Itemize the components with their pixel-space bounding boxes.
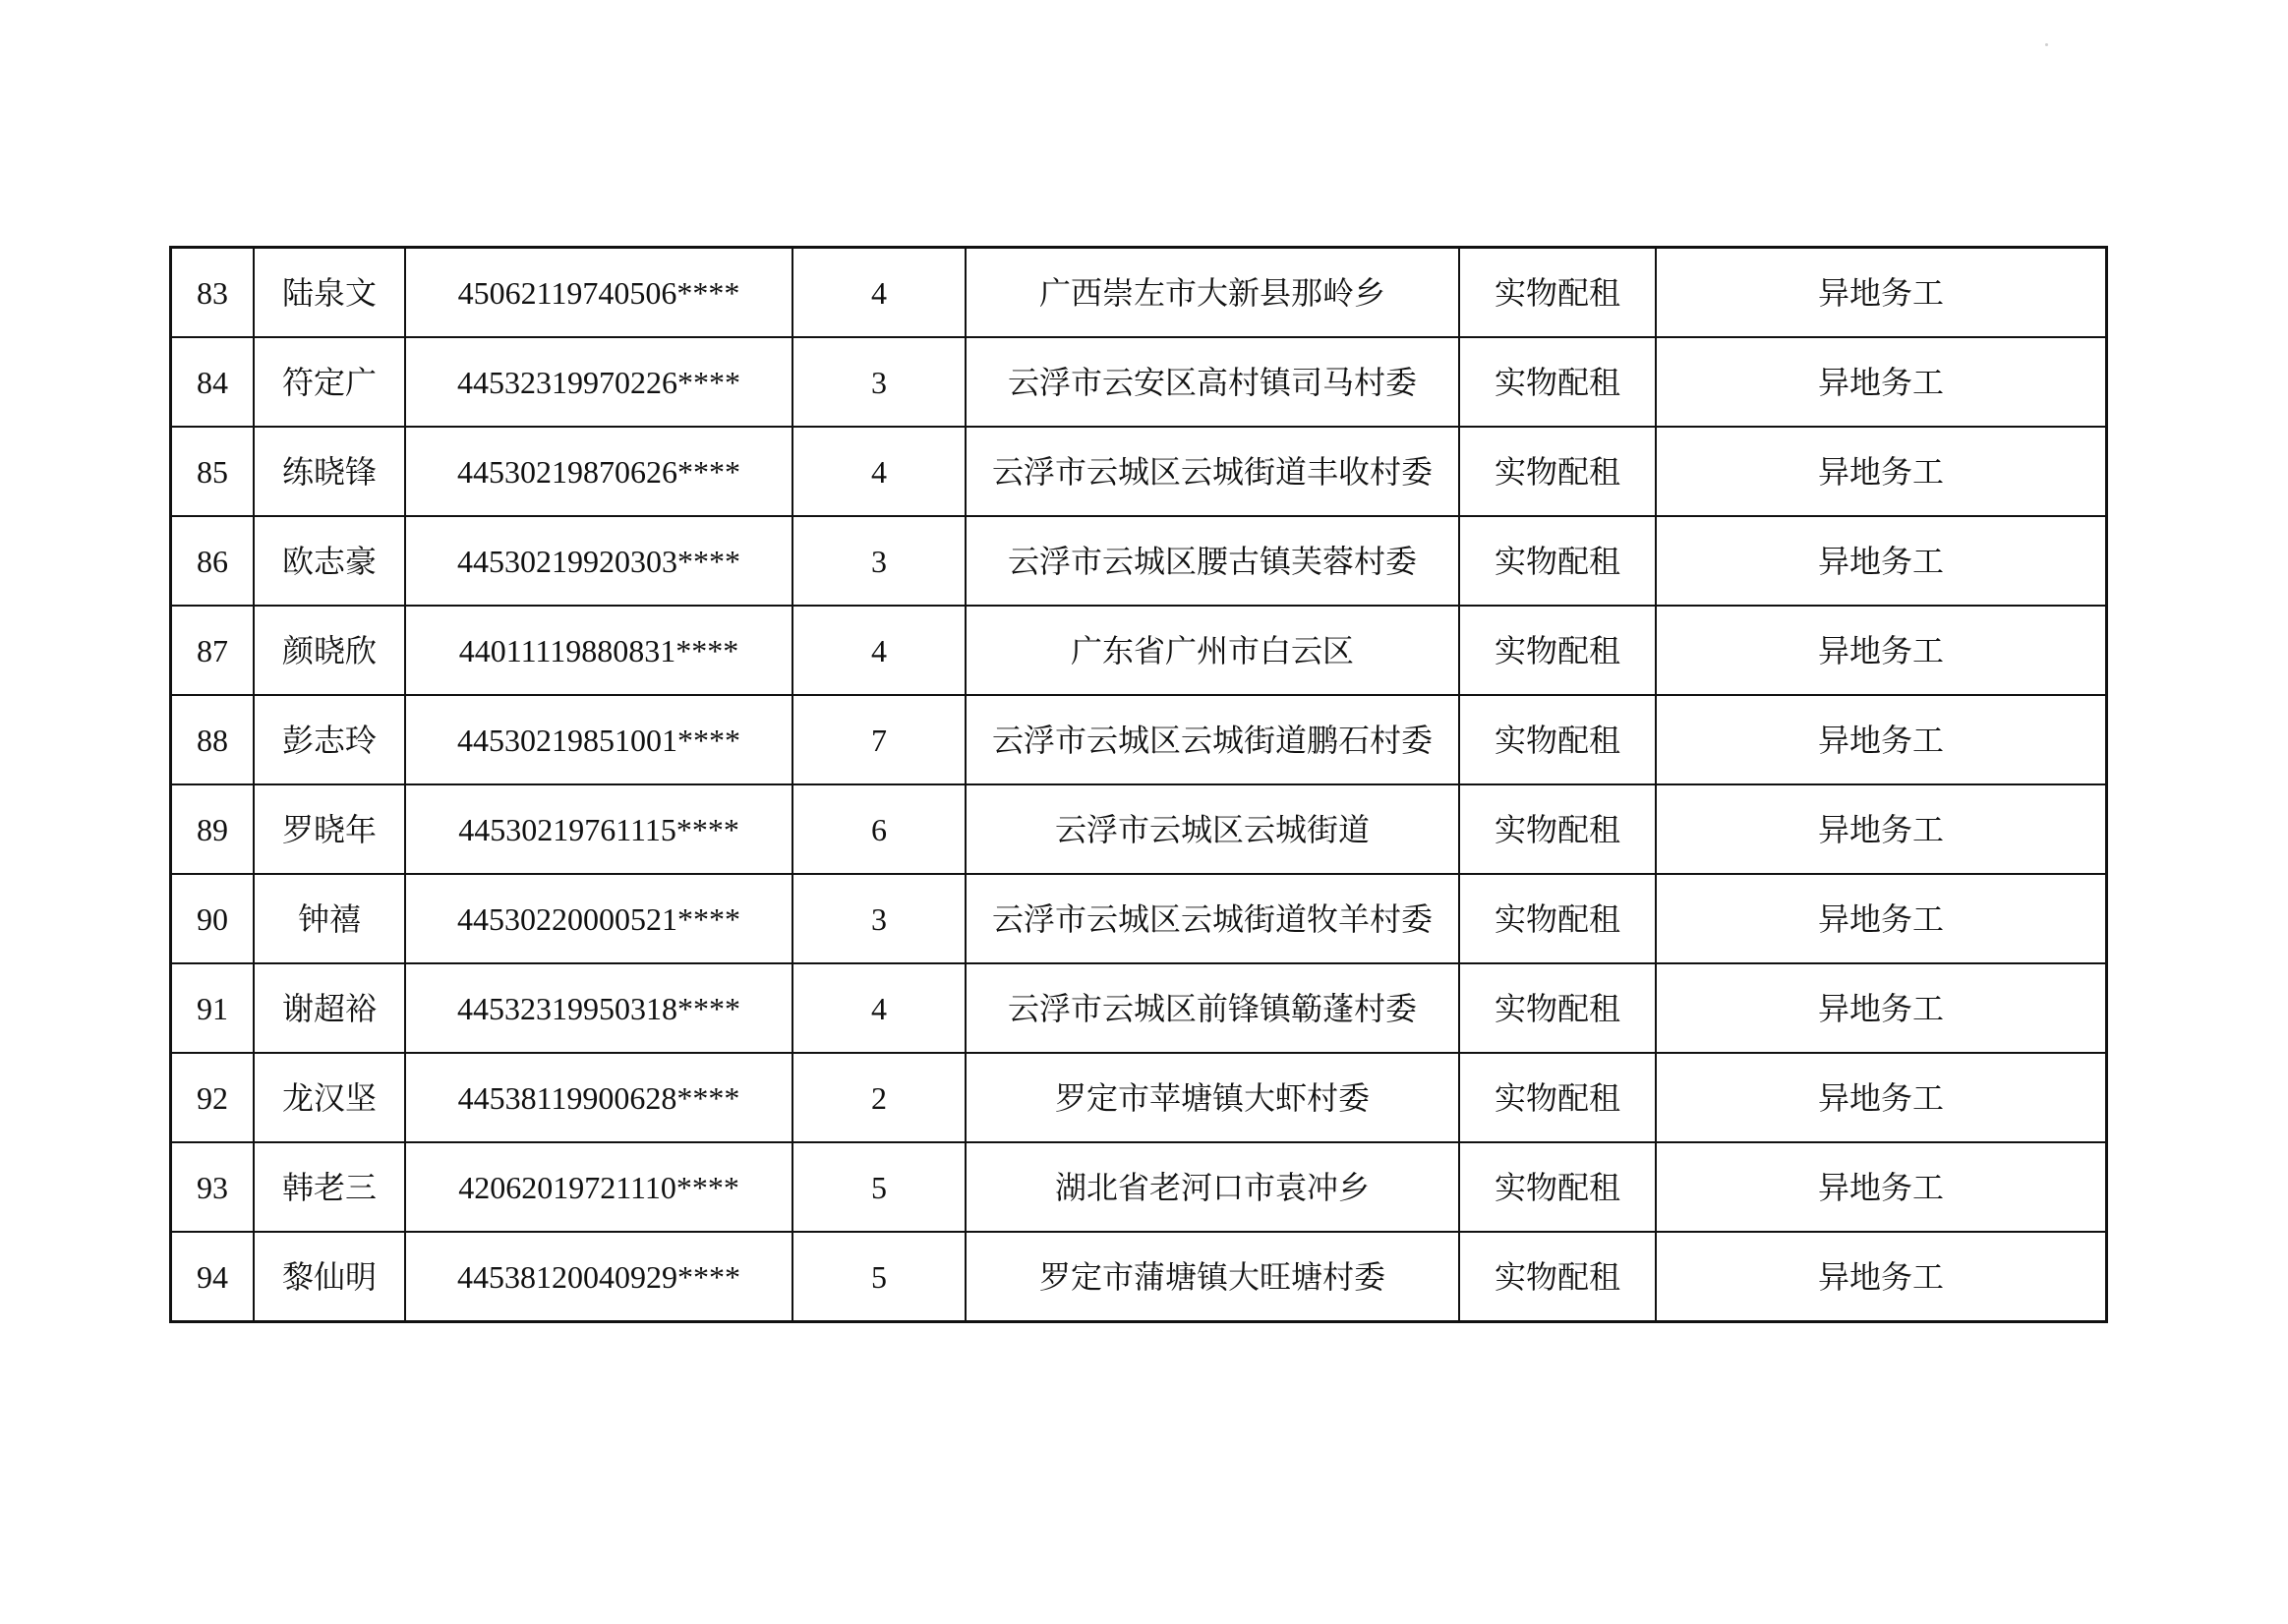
applicant-name: 符定广 xyxy=(254,337,405,427)
applicant-name: 韩老三 xyxy=(254,1142,405,1232)
remark: 异地务工 xyxy=(1656,695,2107,784)
id-number: 42062019721110**** xyxy=(405,1142,792,1232)
household-size: 3 xyxy=(792,516,966,606)
allocation-type: 实物配租 xyxy=(1459,606,1656,695)
id-number: 44530219761115**** xyxy=(405,784,792,874)
remark: 异地务工 xyxy=(1656,1142,2107,1232)
household-address: 云浮市云城区云城街道牧羊村委 xyxy=(966,874,1459,963)
table-row xyxy=(171,427,2107,516)
remark: 异地务工 xyxy=(1656,874,2107,963)
table-body xyxy=(171,248,2107,1322)
applicant-name: 黎仙明 xyxy=(254,1232,405,1322)
table-row xyxy=(171,784,2107,874)
table-row xyxy=(171,1142,2107,1232)
row-number: 89 xyxy=(171,784,255,874)
household-size: 2 xyxy=(792,1053,966,1142)
household-address: 云浮市云城区云城街道鹏石村委 xyxy=(966,695,1459,784)
table-row xyxy=(171,1232,2107,1322)
applicant-name: 钟禧 xyxy=(254,874,405,963)
table-row xyxy=(171,337,2107,427)
remark: 异地务工 xyxy=(1656,516,2107,606)
household-size: 4 xyxy=(792,963,966,1053)
row-number: 90 xyxy=(171,874,255,963)
id-number: 44532319970226**** xyxy=(405,337,792,427)
row-number: 85 xyxy=(171,427,255,516)
applicant-name: 彭志玲 xyxy=(254,695,405,784)
household-address: 云浮市云安区高村镇司马村委 xyxy=(966,337,1459,427)
household-address: 云浮市云城区云城街道丰收村委 xyxy=(966,427,1459,516)
remark: 异地务工 xyxy=(1656,1053,2107,1142)
allocation-type: 实物配租 xyxy=(1459,784,1656,874)
row-number: 83 xyxy=(171,248,255,338)
allocation-type: 实物配租 xyxy=(1459,874,1656,963)
row-number: 88 xyxy=(171,695,255,784)
household-address: 广东省广州市白云区 xyxy=(966,606,1459,695)
household-address: 云浮市云城区腰古镇芙蓉村委 xyxy=(966,516,1459,606)
id-number: 44011119880831**** xyxy=(405,606,792,695)
row-number: 86 xyxy=(171,516,255,606)
applicant-name: 颜晓欣 xyxy=(254,606,405,695)
household-size: 5 xyxy=(792,1232,966,1322)
remark: 异地务工 xyxy=(1656,427,2107,516)
applicant-name: 谢超裕 xyxy=(254,963,405,1053)
remark: 异地务工 xyxy=(1656,963,2107,1053)
household-size: 6 xyxy=(792,784,966,874)
housing-allocation-table xyxy=(169,246,2108,1323)
household-size: 3 xyxy=(792,874,966,963)
id-number: 44530220000521**** xyxy=(405,874,792,963)
id-number: 44538120040929**** xyxy=(405,1232,792,1322)
allocation-type: 实物配租 xyxy=(1459,695,1656,784)
row-number: 94 xyxy=(171,1232,255,1322)
scan-speck xyxy=(2045,43,2048,46)
table-row xyxy=(171,874,2107,963)
applicant-name: 陆泉文 xyxy=(254,248,405,338)
table-row xyxy=(171,248,2107,338)
household-size: 7 xyxy=(792,695,966,784)
applicant-name: 练晓锋 xyxy=(254,427,405,516)
household-address: 云浮市云城区前锋镇簕蓬村委 xyxy=(966,963,1459,1053)
id-number: 44532319950318**** xyxy=(405,963,792,1053)
household-size: 4 xyxy=(792,427,966,516)
applicant-name: 罗晓年 xyxy=(254,784,405,874)
household-size: 3 xyxy=(792,337,966,427)
allocation-type: 实物配租 xyxy=(1459,427,1656,516)
household-size: 5 xyxy=(792,1142,966,1232)
household-address: 罗定市苹塘镇大虾村委 xyxy=(966,1053,1459,1142)
allocation-type: 实物配租 xyxy=(1459,1232,1656,1322)
allocation-type: 实物配租 xyxy=(1459,1053,1656,1142)
allocation-type: 实物配租 xyxy=(1459,248,1656,338)
household-address: 湖北省老河口市袁冲乡 xyxy=(966,1142,1459,1232)
allocation-type: 实物配租 xyxy=(1459,337,1656,427)
table-row xyxy=(171,963,2107,1053)
id-number: 45062119740506**** xyxy=(405,248,792,338)
row-number: 93 xyxy=(171,1142,255,1232)
household-address: 云浮市云城区云城街道 xyxy=(966,784,1459,874)
household-address: 罗定市蒲塘镇大旺塘村委 xyxy=(966,1232,1459,1322)
remark: 异地务工 xyxy=(1656,784,2107,874)
remark: 异地务工 xyxy=(1656,1232,2107,1322)
table-row xyxy=(171,695,2107,784)
table-row xyxy=(171,516,2107,606)
row-number: 84 xyxy=(171,337,255,427)
allocation-type: 实物配租 xyxy=(1459,1142,1656,1232)
allocation-type: 实物配租 xyxy=(1459,963,1656,1053)
row-number: 92 xyxy=(171,1053,255,1142)
row-number: 91 xyxy=(171,963,255,1053)
remark: 异地务工 xyxy=(1656,337,2107,427)
id-number: 44538119900628**** xyxy=(405,1053,792,1142)
household-size: 4 xyxy=(792,606,966,695)
applicant-name: 龙汉坚 xyxy=(254,1053,405,1142)
remark: 异地务工 xyxy=(1656,606,2107,695)
table-row xyxy=(171,606,2107,695)
table-row xyxy=(171,1053,2107,1142)
household-size: 4 xyxy=(792,248,966,338)
household-address: 广西崇左市大新县那岭乡 xyxy=(966,248,1459,338)
id-number: 44530219851001**** xyxy=(405,695,792,784)
applicant-name: 欧志豪 xyxy=(254,516,405,606)
id-number: 44530219920303**** xyxy=(405,516,792,606)
row-number: 87 xyxy=(171,606,255,695)
allocation-type: 实物配租 xyxy=(1459,516,1656,606)
id-number: 44530219870626**** xyxy=(405,427,792,516)
remark: 异地务工 xyxy=(1656,248,2107,338)
